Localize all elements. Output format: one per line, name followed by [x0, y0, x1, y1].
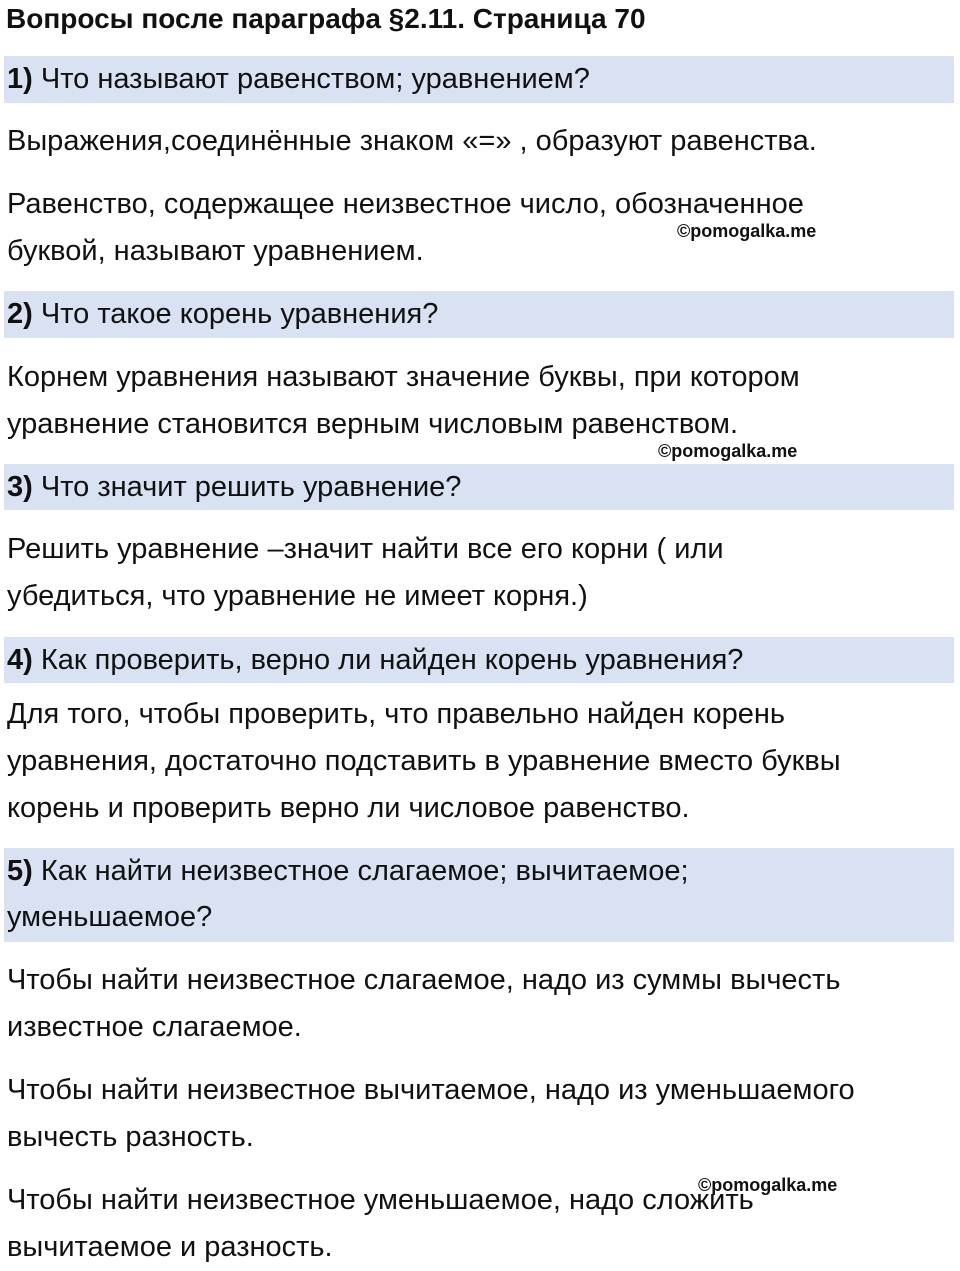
answer-4-line-3: корень и проверить верно ли числовое равенство.	[7, 792, 690, 824]
answer-5-paragraph-3-line-2: вычитаемое и разность.	[7, 1231, 333, 1263]
question-number: 5)	[7, 855, 33, 887]
answer-4-line-1: Для того, чтобы проверить, что правельно найден корень	[7, 698, 785, 730]
answer-5-paragraph-1-line-2: известное слагаемое.	[7, 1011, 302, 1043]
question-text: Что значит решить уравнение?	[40, 471, 462, 503]
question-2	[4, 291, 954, 338]
answer-1-paragraph-2-line-1: Равенство, содержащее неизвестное число, обозначенное	[7, 188, 804, 220]
answer-1-paragraph-2-line-2: буквой, называют уравнением.	[7, 235, 424, 267]
answer-5-paragraph-3-line-1: Чтобы найти неизвестное уменьшаемое, надо сложить	[7, 1184, 754, 1216]
answer-2-line-1: Корнем уравнения называют значение буквы, при котором	[7, 361, 800, 393]
answer-5-paragraph-1-line-1: Чтобы найти неизвестное слагаемое, надо из суммы вычесть	[7, 964, 841, 996]
question-number: 3)	[7, 471, 33, 503]
question-3	[4, 464, 954, 510]
answer-3-line-1: Решить уравнение –значит найти все его корни ( или	[7, 533, 724, 565]
answer-2-line-2: уравнение становится верным числовым равенством.	[7, 408, 739, 440]
question-text: Как найти неизвестное слагаемое; вычитаемое;	[40, 855, 689, 887]
answer-3-line-2: убедиться, что уравнение не имеет корня.)	[7, 580, 588, 612]
question-5	[4, 848, 954, 942]
question-number: 1)	[7, 63, 33, 95]
watermark: ©pomogalka.me	[658, 441, 798, 461]
answer-5-paragraph-2-line-1: Чтобы найти неизвестное вычитаемое, надо из уменьшаемого	[7, 1074, 855, 1106]
question-text: уменьшаемое?	[7, 901, 213, 933]
question-1	[4, 56, 954, 103]
question-4	[4, 637, 954, 683]
watermark: ©pomogalka.me	[698, 1175, 838, 1195]
question-text: Что называют равенством; уравнением?	[40, 63, 590, 95]
answer-5-paragraph-2-line-2: вычесть разность.	[7, 1121, 254, 1153]
page-title: Вопросы после параграфа §2.11. Страница 70	[6, 3, 646, 34]
answer-1-paragraph-1: Выражения,соединённые знаком «=» , образуют равенства.	[7, 125, 817, 157]
answer-4-line-2: уравнения, достаточно подставить в уравнение вместо буквы	[7, 745, 841, 777]
question-number: 2)	[7, 298, 33, 330]
question-text: Что такое корень уравнения?	[40, 298, 439, 330]
question-number: 4)	[7, 644, 33, 676]
watermark: ©pomogalka.me	[677, 221, 817, 241]
question-text: Как проверить, верно ли найден корень уравнения?	[40, 644, 744, 676]
